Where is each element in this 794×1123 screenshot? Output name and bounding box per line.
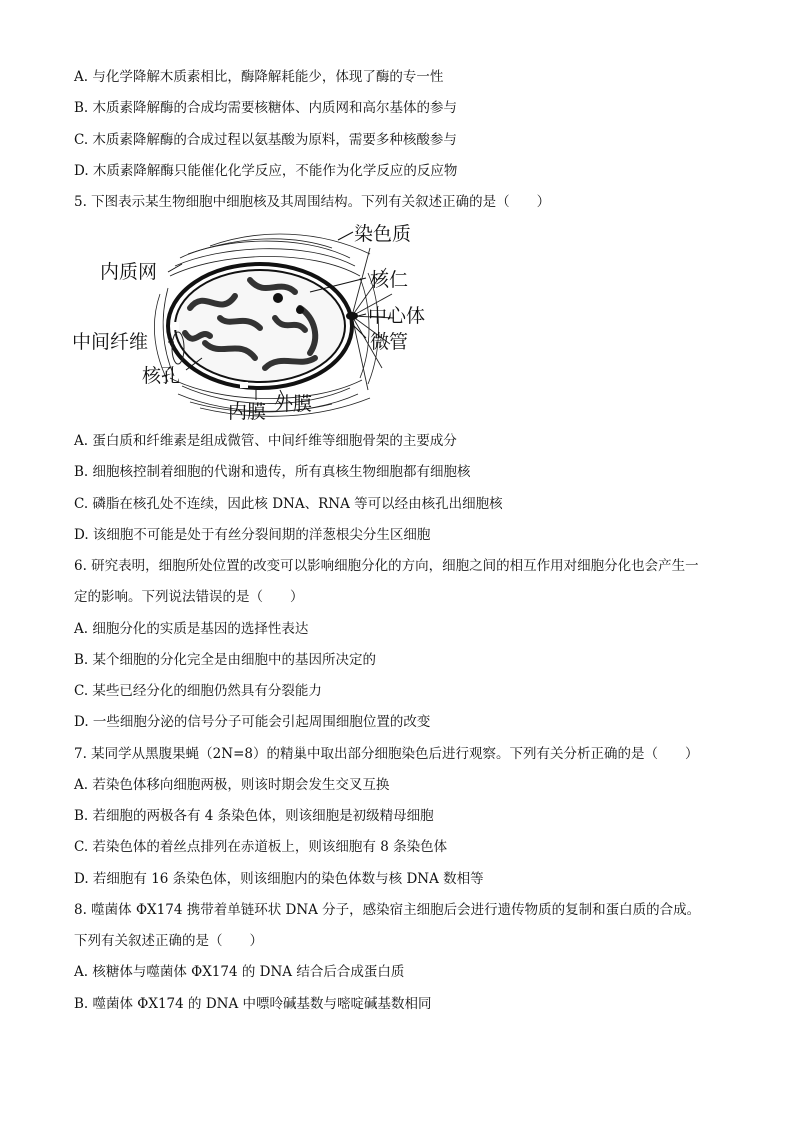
q6-stem-line2: 定的影响。下列说法错误的是（ ） (74, 589, 304, 605)
q6-option-a: A. 细胞分化的实质是基因的选择性表达 (74, 621, 309, 637)
label-er: 内质网 (100, 261, 158, 283)
q7-option-b: B. 若细胞的两极各有 4 条染色体，则该细胞是初级精母细胞 (74, 808, 434, 824)
q4-option-d: D. 木质素降解酶只能催化化学反应，不能作为化学反应的反应物 (74, 163, 458, 179)
q6-option-d: D. 一些细胞分泌的信号分子可能会引起周围细胞位置的改变 (74, 714, 431, 730)
nucleolus-dot-1 (273, 293, 283, 303)
label-microtubule: 微管 (370, 331, 409, 353)
nucleus-diagram (70, 218, 440, 422)
centrosome-shape (346, 312, 358, 320)
label-nucleolus: 核仁 (370, 269, 409, 291)
q8-option-a: A. 核糖体与噬菌体 ΦX174 的 DNA 结合后合成蛋白质 (74, 964, 405, 980)
q7-option-a: A. 若染色体移向细胞两极，则该时期会发生交叉互换 (74, 777, 390, 793)
label-inner-membrane: 内膜 (228, 401, 267, 422)
q8-stem-line2: 下列有关叙述正确的是（ ） (74, 933, 263, 949)
nucleolus-dot-2 (296, 306, 304, 314)
label-chromatin: 染色质 (354, 223, 412, 245)
label-outer-membrane: 外膜 (274, 393, 313, 415)
q7-option-c: C. 若染色体的着丝点排列在赤道板上，则该细胞有 8 条染色体 (74, 839, 448, 855)
q4-option-c: C. 木质素降解酶的合成过程以氨基酸为原料，需要多种核酸参与 (74, 132, 457, 148)
q5-option-b: B. 细胞核控制着细胞的代谢和遗传，所有真核生物细胞都有细胞核 (74, 464, 471, 480)
q7-stem: 7. 某同学从黑腹果蝇（2N=8）的精巢中取出部分细胞染色后进行观察。下列有关分析正确的是（ ） (74, 746, 699, 762)
q4-option-a: A. 与化学降解木质素相比，酶降解耗能少，体现了酶的专一性 (74, 69, 444, 85)
q4-option-b: B. 木质素降解酶的合成均需要核糖体、内质网和高尔基体的参与 (74, 100, 458, 116)
label-nuclear-pore: 核孔 (142, 365, 181, 387)
q8-option-b: B. 噬菌体 ΦX174 的 DNA 中嘌呤碱基数与嘧啶碱基数相同 (74, 996, 432, 1012)
q5-option-d: D. 该细胞不可能是处于有丝分裂间期的洋葱根尖分生区细胞 (74, 527, 431, 543)
q5-stem: 5. 下图表示某生物细胞中细胞核及其周围结构。下列有关叙述正确的是（ ） (74, 194, 551, 210)
q6-option-b: B. 某个细胞的分化完全是由细胞中的基因所决定的 (74, 652, 377, 668)
q5-option-c: C. 磷脂在核孔处不连续，因此核 DNA、RNA 等可以经由核孔出细胞核 (74, 496, 503, 512)
label-intermediate-filament: 中间纤维 (72, 331, 149, 353)
q6-stem-line1: 6. 研究表明，细胞所处位置的改变可以影响细胞分化的方向，细胞之间的相互作用对细胞分化也会产生一 (74, 558, 699, 574)
nuclear-pore-bottom (240, 382, 248, 388)
nuclear-pore-left (173, 322, 179, 330)
q6-option-c: C. 某些已经分化的细胞仍然具有分裂能力 (74, 683, 322, 699)
cell-nucleus-figure (70, 218, 440, 422)
q8-stem-line1: 8. 噬菌体 ΦX174 携带着单链环状 DNA 分子，感染宿主细胞后会进行遗传物质的复制和蛋白质的合成。 (74, 902, 701, 918)
label-centrosome: 中心体 (368, 305, 426, 327)
q5-option-a: A. 蛋白质和纤维素是组成微管、中间纤维等细胞骨架的主要成分 (74, 433, 457, 449)
q7-option-d: D. 若细胞有 16 条染色体，则该细胞内的染色体数与核 DNA 数相等 (74, 871, 484, 887)
